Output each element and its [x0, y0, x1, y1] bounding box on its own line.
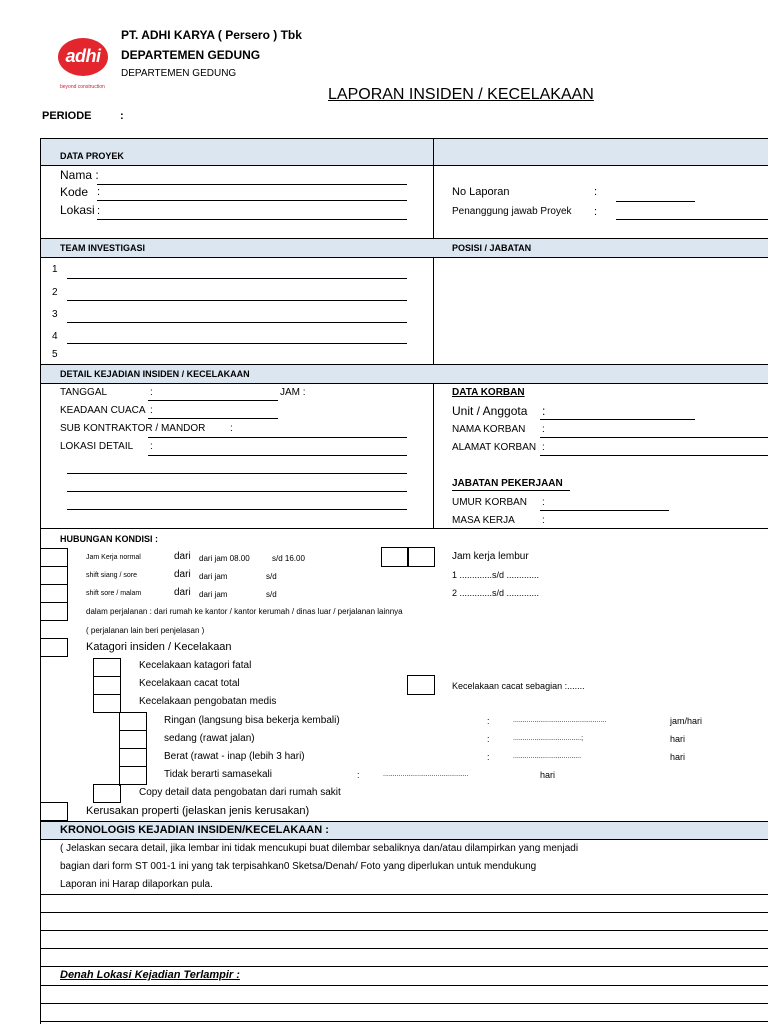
data-korban-header: DATA KORBAN — [452, 387, 525, 398]
data-proyek-header-bg — [41, 139, 768, 165]
jabatan-label: JABATAN PEKERJAAN — [452, 478, 563, 489]
dari-label: dari — [174, 587, 191, 598]
lembur-checkbox[interactable] — [381, 547, 409, 567]
company-logo — [58, 38, 108, 76]
cacat-total-label: Kecelakaan cacat total — [139, 678, 240, 689]
company-name: PT. ADHI KARYA ( Persero ) Tbk — [121, 28, 302, 42]
lokasi-detail-label: LOKASI DETAIL — [60, 441, 134, 452]
kronologis-text-3: Laporan ini Harap dilaporkan pula. — [60, 879, 213, 890]
katagori-checkbox[interactable] — [40, 638, 68, 657]
nama-korban-colon: : — [542, 424, 545, 435]
tidak-berarti-label: Tidak berarti samasekali — [164, 769, 273, 780]
jabatan-underline[interactable] — [452, 490, 570, 491]
lokasi-colon: : — [97, 205, 101, 217]
team-header-bg — [41, 239, 768, 257]
department-subtitle: DEPARTEMEN GEDUNG — [121, 68, 237, 79]
divider — [40, 839, 768, 840]
team-number: 5 — [52, 349, 58, 360]
penanggung-colon: : — [594, 206, 598, 218]
masa-kerja-label: MASA KERJA — [452, 515, 515, 526]
kronologis-line[interactable] — [40, 894, 768, 895]
keadaan-label: KEADAAN CUACA — [60, 405, 146, 416]
ringan-label: Ringan (langsung bisa bekerja kembali) — [164, 715, 340, 726]
divider — [40, 383, 768, 384]
sedang-unit: hari — [670, 734, 686, 744]
team-field-2[interactable] — [67, 300, 407, 301]
sd-label: s/d 16.00 — [272, 554, 305, 563]
berat-colon: : — [487, 752, 490, 762]
penanggung-field[interactable] — [616, 219, 768, 220]
team-field-3[interactable] — [67, 322, 407, 323]
dari-jam-label: dari jam — [199, 590, 228, 599]
tanggal-field[interactable] — [148, 400, 278, 401]
ringan-unit: jam/hari — [670, 716, 703, 726]
shift-malam-label: shift sore / malam — [86, 590, 142, 597]
kerusakan-label: Kerusakan properti (jelaskan jenis kerusakan) — [86, 805, 310, 817]
no-laporan-colon: : — [594, 186, 598, 198]
unit-field[interactable] — [540, 419, 695, 420]
logo-text: adhi — [65, 46, 101, 66]
umur-korban-colon: : — [542, 497, 545, 508]
cacat-total-checkbox[interactable] — [93, 676, 121, 695]
fatal-label: Kecelakaan katagori fatal — [139, 660, 252, 671]
sd-label: s/d — [266, 590, 277, 599]
cacat-sebagian-checkbox[interactable] — [407, 675, 435, 695]
shift-siang-checkbox[interactable] — [40, 566, 68, 585]
no-laporan-label: No Laporan — [452, 186, 510, 198]
divider — [40, 257, 768, 258]
lembur-line-2: 2 .............s/d ............. — [452, 588, 540, 598]
no-laporan-field[interactable] — [616, 201, 695, 202]
tidak-berarti-checkbox[interactable] — [119, 766, 147, 785]
tanggal-label: TANGGAL — [60, 387, 108, 398]
alamat-korban-colon: : — [542, 442, 545, 453]
team-header: TEAM INVESTIGASI — [60, 243, 146, 253]
lokasi-detail-line-4[interactable] — [67, 509, 407, 510]
dari-label: dari — [174, 569, 191, 580]
kode-field[interactable] — [97, 200, 407, 201]
logo-tagline: beyond construction — [60, 84, 105, 90]
copy-data-label: Copy detail data pengobatan dari rumah sakit — [139, 787, 341, 798]
kode-label: Kode — [60, 185, 89, 199]
nama-korban-field[interactable] — [540, 437, 768, 438]
lokasi-detail-line-3[interactable] — [67, 491, 407, 492]
sedang-label: sedang (rawat jalan) — [164, 733, 255, 744]
unit-label: Unit / Anggota — [452, 404, 528, 418]
lokasi-detail-line-2[interactable] — [67, 473, 407, 474]
team-number: 3 — [52, 309, 58, 320]
tidak-berarti-dots: ............................................ — [383, 771, 469, 778]
jam-label: JAM : — [280, 387, 306, 398]
sub-kontraktor-colon: : — [230, 423, 233, 434]
alamat-korban-field[interactable] — [540, 455, 768, 456]
data-proyek-header: DATA PROYEK — [60, 151, 124, 161]
kronologis-line[interactable] — [40, 912, 768, 913]
dari-jam-label: dari jam — [199, 572, 228, 581]
fatal-checkbox[interactable] — [93, 658, 121, 677]
dari-label: dari — [174, 551, 191, 562]
page-title: LAPORAN INSIDEN / KECELAKAAN — [328, 86, 594, 103]
lokasi-detail-colon: : — [150, 441, 153, 452]
kronologis-line[interactable] — [40, 966, 768, 967]
pengobatan-label: Kecelakaan pengobatan medis — [139, 696, 277, 707]
shift-malam-checkbox[interactable] — [40, 584, 68, 603]
masa-kerja-colon: : — [542, 515, 545, 526]
nama-korban-label: NAMA KORBAN — [452, 424, 526, 435]
team-number: 4 — [52, 331, 58, 342]
berat-label: Berat (rawat - inap (lebih 3 hari) — [164, 751, 305, 762]
lembur-checkbox-2[interactable] — [407, 547, 435, 567]
alamat-korban-label: ALAMAT KORBAN — [452, 442, 537, 453]
pengobatan-checkbox[interactable] — [93, 694, 121, 713]
denah-label: Denah Lokasi Kejadian Terlampir : — [60, 969, 240, 981]
lokasi-detail-field[interactable] — [148, 455, 407, 456]
kronologis-text-1: ( Jelaskan secara detail, jika lembar ini tidak mencukupi buat dilembar sebaliknya dan/atau dilampirkan yang menjadi — [60, 843, 579, 854]
tidak-berarti-colon: : — [357, 770, 360, 780]
kronologis-header: KRONOLOGIS KEJADIAN INSIDEN/KECELAKAAN : — [60, 824, 329, 836]
sub-kontraktor-field[interactable] — [148, 437, 407, 438]
department-title: DEPARTEMEN GEDUNG — [121, 48, 261, 62]
sub-kontraktor-label: SUB KONTRAKTOR / MANDOR — [60, 423, 206, 434]
perjalanan-note: ( perjalanan lain beri penjelasan ) — [86, 626, 205, 635]
berat-unit: hari — [670, 752, 686, 762]
berat-checkbox[interactable] — [119, 748, 147, 767]
keadaan-field[interactable] — [148, 418, 278, 419]
umur-korban-label: UMUR KORBAN — [452, 497, 528, 508]
team-field-1[interactable] — [67, 278, 407, 279]
dari-jam-label: dari jam 08.00 — [199, 554, 250, 563]
penanggung-label: Penanggung jawab Proyek — [452, 206, 572, 217]
keadaan-colon: : — [150, 405, 153, 416]
shift-siang-label: shift siang / sore — [86, 572, 137, 579]
posisi-header: POSISI / JABATAN — [452, 243, 532, 253]
kode-colon: : — [97, 186, 101, 198]
team-number: 1 — [52, 264, 58, 275]
cacat-sebagian-label: Kecelakaan cacat sebagian :....... — [452, 681, 585, 691]
jam-kerja-normal-checkbox[interactable] — [40, 548, 68, 567]
berat-dots: ................................... — [513, 753, 582, 760]
hubungan-header: HUBUNGAN KONDISI : — [60, 534, 158, 544]
detail-header: DETAIL KEJADIAN INSIDEN / KECELAKAAN — [60, 369, 250, 379]
lembur-line-1: 1 .............s/d ............. — [452, 570, 540, 580]
perjalanan-checkbox[interactable] — [40, 602, 68, 621]
ringan-colon: : — [487, 716, 490, 726]
kronologis-line[interactable] — [40, 930, 768, 931]
sedang-checkbox[interactable] — [119, 730, 147, 749]
kronologis-text-2: bagian dari form ST 001-1 ini yang tak terpisahkan0 Sketsa/Denah/ Foto yang diperlukan untuk mendukung — [60, 861, 537, 872]
team-number: 2 — [52, 287, 58, 298]
sedang-dots: ...................................; — [513, 735, 584, 742]
nama-field[interactable] — [97, 184, 407, 185]
divider — [40, 165, 768, 166]
lokasi-field[interactable] — [97, 219, 407, 220]
denah-line[interactable] — [40, 985, 768, 986]
umur-korban-field[interactable] — [540, 510, 669, 511]
nama-label: Nama : — [60, 168, 99, 182]
ringan-dots: ................................................ — [513, 717, 607, 724]
katagori-label: Katagori insiden / Kecelakaan — [86, 641, 232, 653]
jam-kerja-normal-label: Jam Kerja normal — [86, 554, 141, 561]
divider — [40, 528, 768, 529]
periode-colon: : — [120, 110, 124, 122]
sedang-colon: : — [487, 734, 490, 744]
sd-label: s/d — [266, 572, 277, 581]
kronologis-line[interactable] — [40, 948, 768, 949]
tanggal-colon: : — [150, 387, 153, 398]
denah-line[interactable] — [40, 1003, 768, 1004]
team-field-4[interactable] — [67, 343, 407, 344]
tidak-berarti-unit: hari — [540, 770, 556, 780]
lokasi-label: Lokasi — [60, 203, 95, 217]
column-divider-2 — [433, 383, 434, 528]
kerusakan-checkbox[interactable] — [40, 802, 68, 821]
ringan-checkbox[interactable] — [119, 712, 147, 731]
copy-data-checkbox[interactable] — [93, 784, 121, 803]
lembur-label: Jam kerja lembur — [452, 551, 529, 562]
denah-line[interactable] — [40, 1021, 768, 1022]
periode-label: PERIODE — [42, 110, 92, 122]
unit-colon: : — [542, 404, 546, 418]
perjalanan-label: dalam perjalanan : dari rumah ke kantor / kantor kerumah / dinas luar / perjalanan lainnya — [86, 607, 403, 616]
